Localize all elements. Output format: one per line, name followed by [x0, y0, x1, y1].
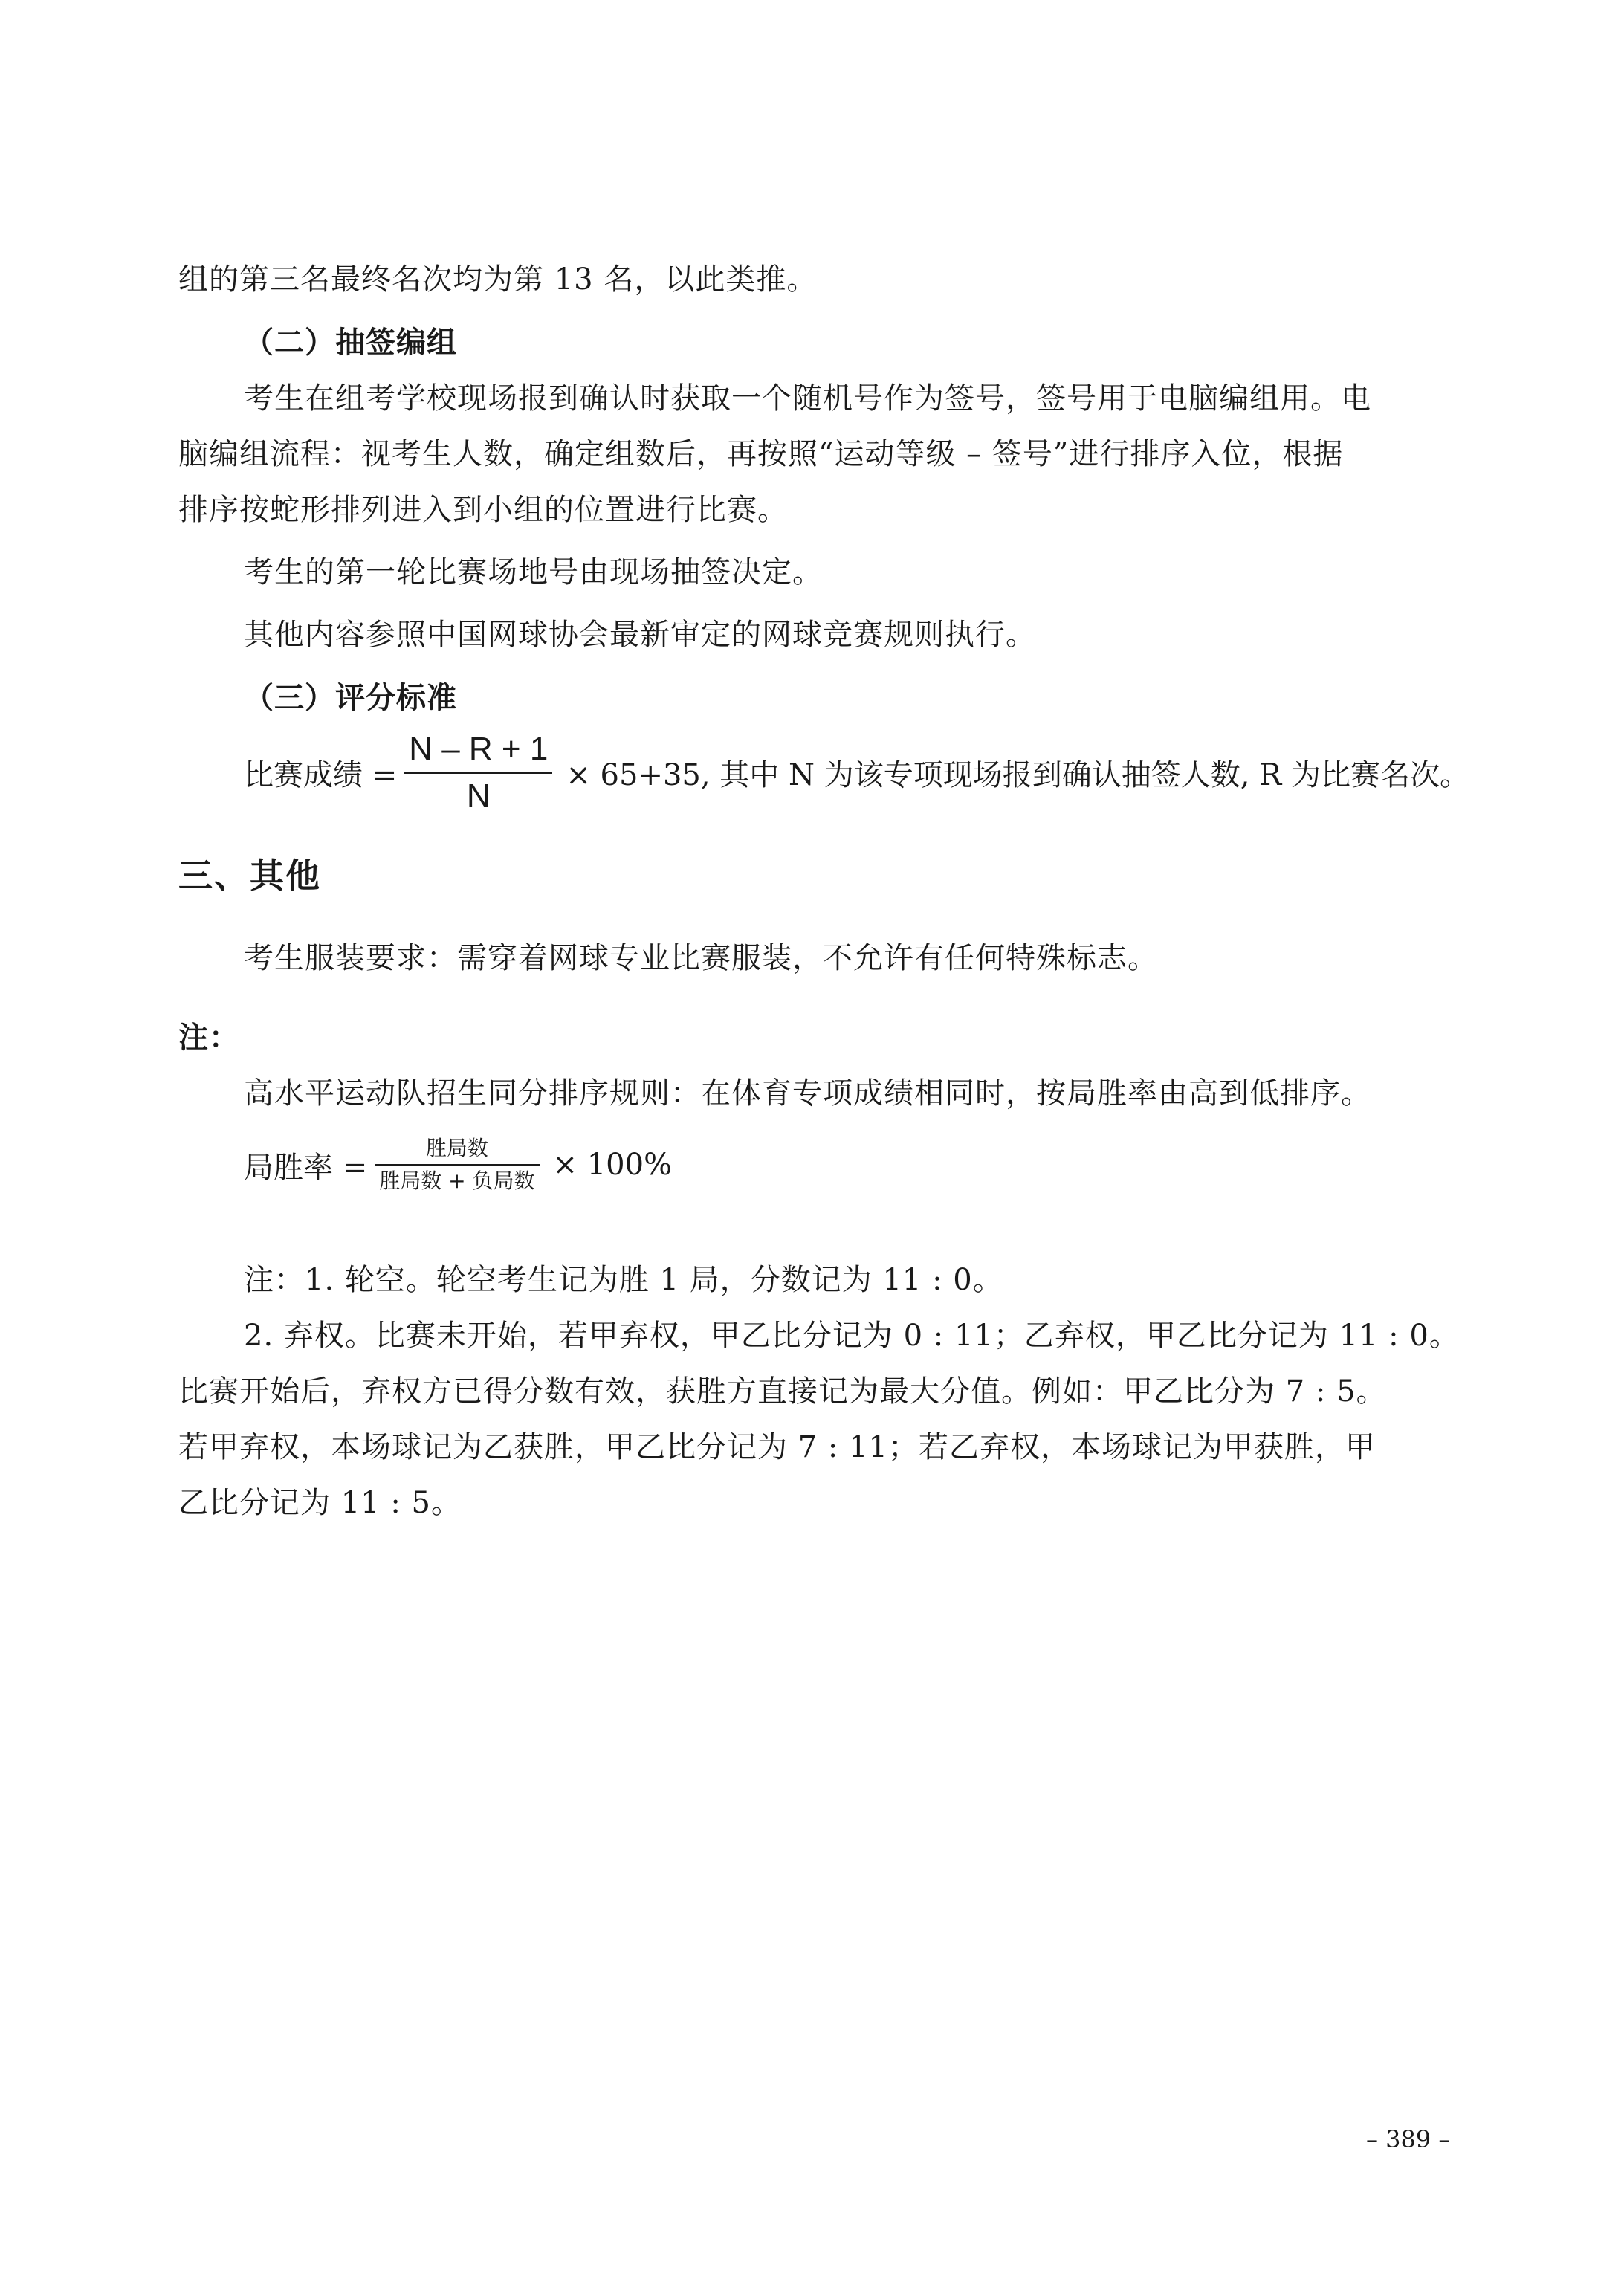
- paragraph-line-draw-2: 脑编组流程：视考生人数，确定组数后，再按照“运动等级 – 签号”进行排序入位，根据: [178, 437, 1344, 471]
- formula-win-fraction: [375, 1136, 539, 1194]
- note-forfeit-line-2: 比赛开始后，弃权方已得分数有效，获胜方直接记为最大分值。例如：甲乙比分为 7 : 5。: [178, 1374, 1387, 1409]
- formula-match-score: [244, 731, 1469, 814]
- note-forfeit-line-4: 乙比分记为 11 : 5。: [178, 1486, 462, 1520]
- note-bye: 注：1. 轮空。轮空考生记为胜 1 局，分数记为 11 : 0。: [244, 1263, 1003, 1297]
- fraction-bar: [404, 772, 552, 774]
- formula-game-win-rate: [244, 1136, 672, 1194]
- note-label: 注：: [178, 1020, 239, 1055]
- paragraph-first-round-court: 考生的第一轮比赛场地号由现场抽签决定。: [244, 555, 823, 589]
- formula-win-numerator: 胜局数: [425, 1136, 488, 1160]
- formula-win-denominator: 胜局数 + 负局数: [379, 1169, 535, 1193]
- formula-score-numerator: N – R + 1: [409, 731, 549, 767]
- formula-score-rhs: × 65+35, 其中 N 为该专项现场报到确认抽签人数, R 为比赛名次。: [566, 758, 1469, 792]
- paragraph-line-ranking-continuation: 组的第三名最终名次均为第 13 名，以此类推。: [178, 262, 818, 297]
- note-forfeit-line-1: 2. 弃权。比赛未开始，若甲弃权，甲乙比分记为 0 : 11；乙弃权，甲乙比分记为 11 : 0。: [244, 1319, 1460, 1353]
- section-heading-other: 三、其他: [178, 856, 321, 896]
- subheading-scoring-standard: （三）评分标准: [244, 680, 457, 715]
- formula-score-lhs: 比赛成绩 =: [244, 758, 398, 792]
- paragraph-dress-requirement: 考生服装要求：需穿着网球专业比赛服装，不允许有任何特殊标志。: [244, 941, 1158, 975]
- paragraph-other-rules: 其他内容参照中国网球协会最新审定的网球竞赛规则执行。: [244, 618, 1036, 652]
- page-number: – 389 –: [1366, 2125, 1451, 2153]
- subheading-draw-grouping: （二）抽签编组: [244, 325, 457, 360]
- note-forfeit-line-3: 若甲弃权，本场球记为乙获胜，甲乙比分记为 7 : 11；若乙弃权，本场球记为甲获胜，甲: [178, 1430, 1376, 1464]
- fraction-bar: [375, 1164, 539, 1166]
- formula-win-lhs: 局胜率 =: [244, 1150, 368, 1185]
- formula-win-rhs: × 100%: [552, 1148, 673, 1182]
- paragraph-line-draw-3: 排序按蛇形排列进入到小组的位置进行比赛。: [178, 493, 788, 527]
- paragraph-tiebreak-rule: 高水平运动队招生同分排序规则：在体育专项成绩相同时，按局胜率由高到低排序。: [244, 1076, 1371, 1111]
- formula-score-fraction: [404, 731, 552, 814]
- paragraph-line-draw-1: 考生在组考学校现场报到确认时获取一个随机号作为签号，签号用于电脑编组用。电: [244, 381, 1371, 416]
- formula-score-denominator: N: [466, 778, 491, 814]
